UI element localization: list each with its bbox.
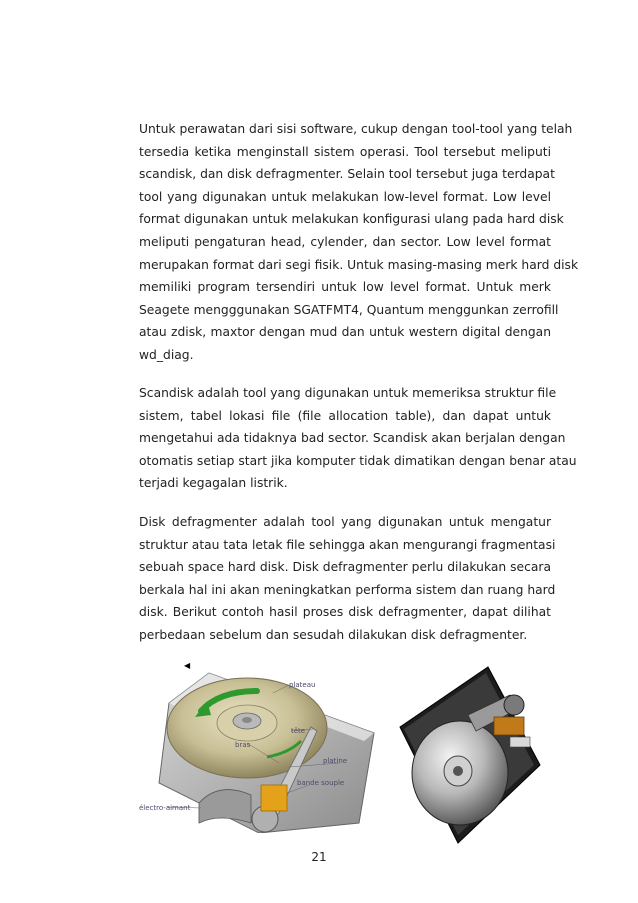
- text-line: struktur atau tata letak file sehingga akan mengurangi fragmentasi: [139, 537, 556, 552]
- text-line: scandisk, dan disk defragmenter. Selain tool tersebut juga terdapat: [139, 167, 555, 182]
- text-line: format digunakan untuk melakukan konfigurasi ulang pada hard disk: [139, 212, 564, 227]
- paragraph-software-maintenance: [139, 118, 579, 367]
- text-line: perbedaan sebelum dan sesudah dilakukan disk defragmenter.: [139, 627, 528, 642]
- label-plateau: plateau: [289, 681, 316, 689]
- triangle-marker-icon: ◀: [184, 661, 191, 670]
- label-electro-aimant: électro-aimant: [139, 804, 191, 812]
- paragraph-defragmenter: [139, 511, 556, 647]
- text-line: Seagete mengggunakan SGATFMT4, Quantum menggunkan zerrofill: [139, 302, 559, 317]
- text-line: sistem, tabel lokasi file (file allocation table), dan dapat untuk: [139, 408, 551, 423]
- text-line: merupakan format dari segi fisik. Untuk masing-masing merk hard disk: [139, 257, 579, 272]
- text-line: disk. Berikut contoh hasil proses disk defragmenter, dapat dilihat: [139, 605, 551, 620]
- text-line: Scandisk adalah tool yang digunakan untuk memeriksa struktur file: [139, 386, 557, 400]
- text-line: mengetahui ada tidaknya bad sector. Scandisk akan berjalan dengan: [139, 431, 566, 446]
- text-line: berkala hal ini akan meningkatkan performa sistem dan ruang hard: [139, 582, 556, 597]
- label-tete: tête: [291, 727, 306, 735]
- text-line: tool yang digunakan untuk melakukan low-level format. Low level: [139, 189, 551, 204]
- text-line: Untuk perawatan dari sisi software, cukup dengan tool-tool yang telah: [139, 122, 573, 136]
- page-number: 21: [311, 850, 327, 864]
- text-line: atau zdisk, maxtor dengan mud dan untuk western digital dengan: [139, 325, 551, 340]
- text-line: otomatis setiap start jika komputer tidak dimatikan dengan benar atau: [139, 453, 577, 468]
- text-line: memiliki program tersendiri untuk low level format. Untuk merk: [139, 280, 551, 295]
- hard-disk-photo: [398, 665, 541, 845]
- text-line: sebuah space hard disk. Disk defragmenter perlu dilakukan secara: [139, 560, 551, 575]
- text-line: tersedia ketika menginstall sistem operasi. Tool tersebut meliputi: [139, 144, 551, 159]
- text-line: Disk defragmenter adalah tool yang digunakan untuk mengatur: [139, 515, 551, 529]
- label-bras: bras: [235, 741, 251, 749]
- text-line: wd_diag.: [139, 347, 194, 362]
- hard-disk-diagram: [139, 663, 379, 833]
- text-line: terjadi kegagalan listrik.: [139, 476, 288, 491]
- paragraph-scandisk: [139, 382, 577, 495]
- label-bande-souple: bande souple: [297, 779, 345, 787]
- text-line: meliputi pengaturan head, cylender, dan sector. Low level format: [139, 234, 551, 249]
- label-platine: platine: [323, 757, 348, 765]
